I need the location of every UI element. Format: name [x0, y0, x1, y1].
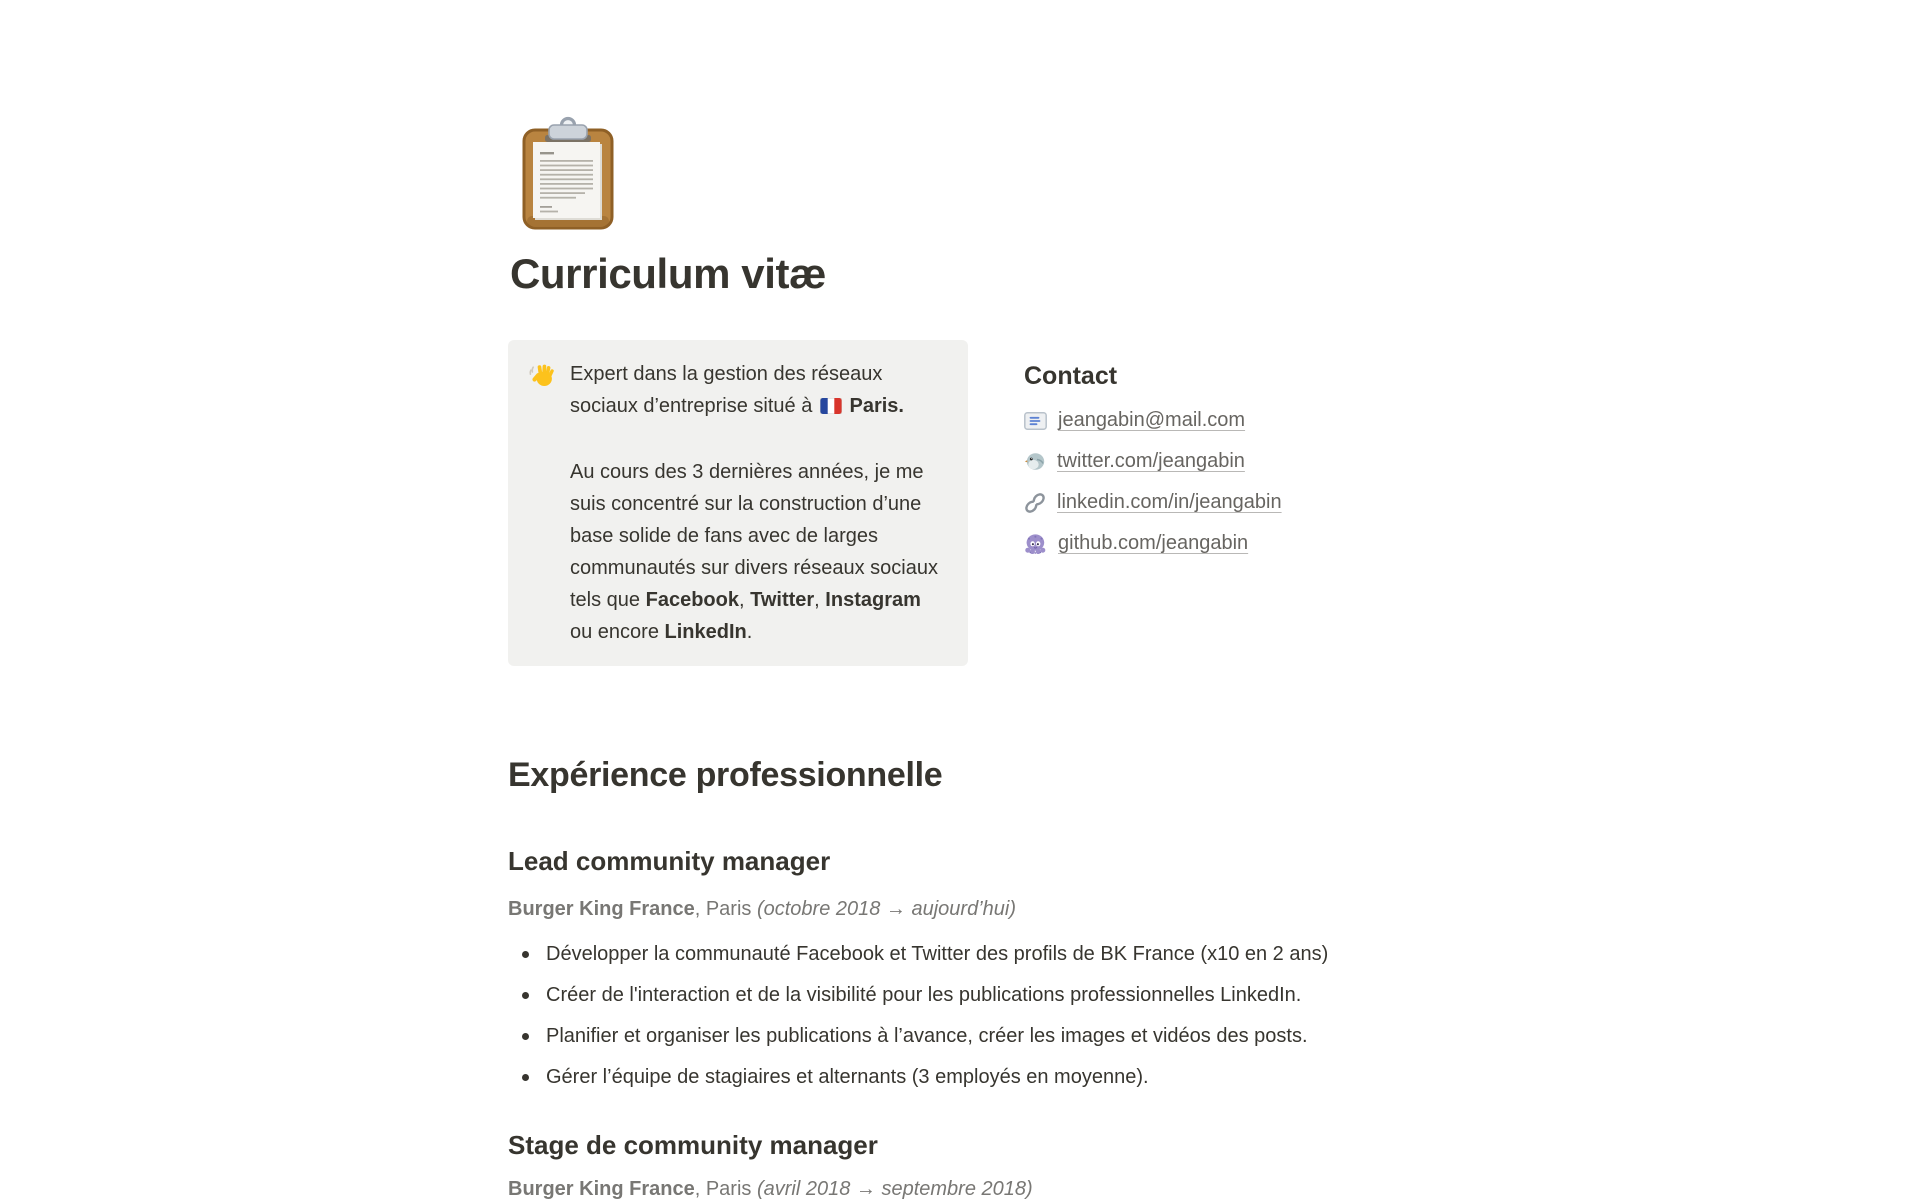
- page-title: Curriculum vitæ: [510, 250, 827, 297]
- intro-callout: [508, 340, 968, 666]
- bullet-text: Gérer l’équipe de stagiaires et alternants (3 employés en moyenne).: [546, 1066, 1149, 1088]
- list-item: [508, 975, 1420, 1016]
- bullet-text: Planifier et organiser les publications à l’avance, créer les images et vidéos des posts.: [546, 1025, 1308, 1047]
- callout-bold-facebook: Facebook: [645, 589, 739, 611]
- experience-section-heading: Expérience professionnelle: [508, 756, 943, 794]
- linkedin-link[interactable]: linkedin.com/in/jeangabin: [1057, 491, 1282, 513]
- callout-sep: ,: [814, 589, 826, 611]
- list-item: [508, 1057, 1420, 1098]
- callout-p1-bold: Paris.: [849, 395, 904, 417]
- callout-p2-text: Au cours des 3 dernières années, je me suis concentré sur la construction d’une base solide de fans avec de larges communautés sur divers réseaux sociaux tels que: [570, 461, 938, 611]
- email-icon: [1024, 412, 1047, 430]
- contact-heading: Contact: [1024, 362, 1118, 390]
- callout-bold-linkedin: LinkedIn: [664, 621, 747, 643]
- callout-sep: .: [746, 621, 753, 643]
- bullet-dot: [522, 951, 529, 958]
- bullet-dot: [522, 1074, 529, 1081]
- contact-list: [1024, 400, 1282, 564]
- bullet-list: [508, 934, 1420, 1098]
- twitter-link[interactable]: twitter.com/jeangabin: [1057, 450, 1245, 472]
- job-meta: [508, 1176, 1420, 1202]
- job-dates: (octobre 2018 → aujourd’hui): [756, 898, 1016, 920]
- left-column: [508, 340, 968, 696]
- list-item: [508, 1016, 1420, 1057]
- job-meta: [508, 896, 1420, 922]
- document-page: [508, 0, 1420, 1202]
- contact-row-twitter: [1024, 441, 1282, 482]
- callout-p1-text: Expert dans la gestion des réseaux sociaux d’entreprise situé à: [570, 363, 883, 417]
- two-column-layout: [508, 340, 1420, 696]
- job-company: Burger King France: [508, 898, 695, 920]
- bird-icon: [1024, 451, 1046, 472]
- clipboard-icon[interactable]: [518, 116, 618, 232]
- email-link[interactable]: jeangabin@mail.com: [1058, 409, 1246, 431]
- contact-row-linkedin: [1024, 482, 1282, 523]
- callout-sep: ou encore: [570, 621, 665, 643]
- callout-text: [570, 358, 942, 648]
- list-item: [508, 934, 1420, 975]
- bullet-text: Développer la communauté Facebook et Twitter des profils de BK France (x10 en 2 ans): [546, 943, 1329, 965]
- contact-column: [1024, 340, 1282, 696]
- waving-hand-icon: [528, 358, 554, 648]
- callout-bold-instagram: Instagram: [825, 589, 921, 611]
- octopus-icon: [1024, 534, 1047, 554]
- callout-sep: ,: [738, 589, 751, 611]
- france-flag-icon: [820, 392, 842, 424]
- job-company: Burger King France: [508, 1178, 695, 1200]
- callout-bold-twitter: Twitter: [750, 589, 815, 611]
- job-location: , Paris: [694, 1178, 757, 1200]
- bullet-text: Créer de l'interaction et de la visibilité pour les publications professionnelles LinkedIn.: [546, 984, 1302, 1006]
- bullet-dot: [522, 1033, 529, 1040]
- job-location: , Paris: [694, 898, 757, 920]
- job-dates: (avril 2018 → septembre 2018): [756, 1178, 1033, 1200]
- contact-row-github: [1024, 523, 1282, 564]
- job-title-stage-community-manager: Stage de community manager: [508, 1130, 878, 1160]
- contact-row-email: [1024, 400, 1282, 441]
- github-link[interactable]: github.com/jeangabin: [1058, 532, 1249, 554]
- bullet-dot: [522, 992, 529, 999]
- link-icon: [1024, 492, 1046, 514]
- job-title-lead-community-manager: Lead community manager: [508, 846, 831, 876]
